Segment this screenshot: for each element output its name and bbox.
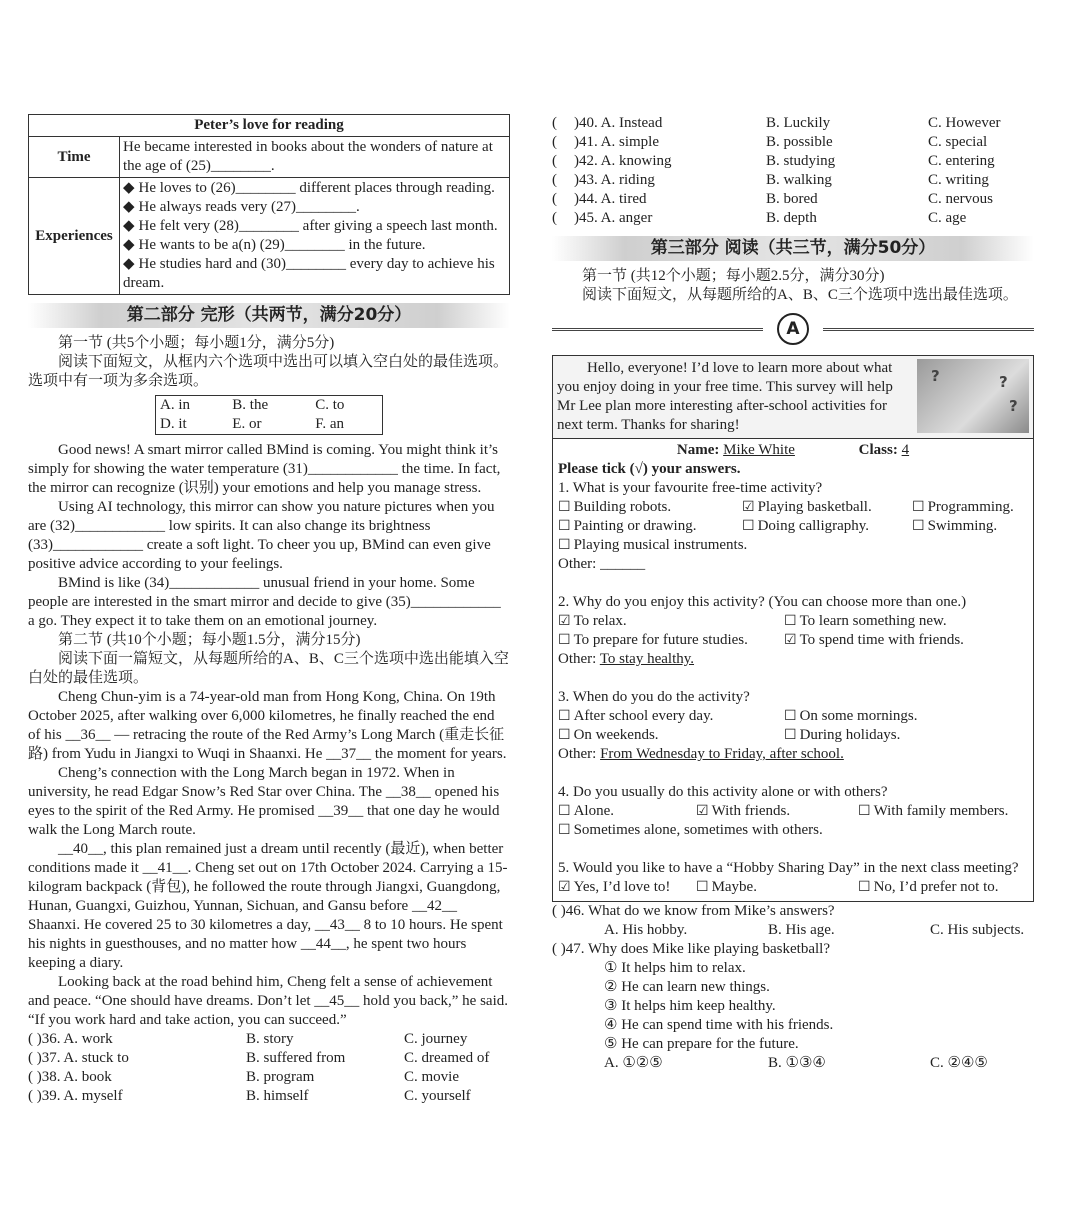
checkbox-option[interactable]: ☐ After school every day. [558,708,714,724]
paragraph: Looking back at the road behind him, Cheng felt a sense of achievement and peace. “One should have dreams. Don’t let __45__ hold you back,” he said. “If you work hard and take action, you can succeed.” [28,974,508,1028]
checkbox-option[interactable]: ☐ During holidays. [784,727,901,743]
time-text: He became interested in books about the wonders of nature at the age of (25)________. [120,137,510,178]
answer-option: A. His hobby. [604,922,688,938]
diamond-icon: ◆ [123,256,135,272]
other-field: Other: To stay healthy. [558,651,695,667]
question-row: ( )41. A. simple B. possible C. special [552,134,988,150]
list-item: ② He can learn new things. [604,979,770,995]
option: E. or [232,416,262,432]
section-divider [552,313,1034,345]
checkbox-option[interactable]: ☑ With friends. [696,803,791,819]
checked-box-icon: ☑ [558,613,571,629]
unchecked-box-icon: ☐ [742,518,755,534]
thinking-person-image: ? ? ? [917,359,1029,433]
unchecked-box-icon: ☐ [558,537,571,553]
answer-option: C. ②④⑤ [930,1055,988,1071]
survey-intro [553,356,1033,439]
question-46: ( )46. What do we know from Mike’s answers? [552,903,835,919]
paragraph: BMind is like (34)____________ unusual friend in your home. Some people are interested in the smart mirror and decide to give (35)____________ a go. They expect it to take them on an emotional journey. [28,575,501,629]
time-label: Time [29,137,120,178]
table-title: Peter’s love for reading [29,115,510,137]
left-column [28,114,510,1106]
section-letter: A [777,313,809,345]
answer-option: C. His subjects. [930,922,1025,938]
answer-option: B. His age. [768,922,835,938]
checkbox-option[interactable]: ☐ To prepare for future studies. [558,632,748,648]
question-text: 5. Would you like to have a “Hobby Sharing Day” in the next class meeting? [558,860,1019,876]
name-value: Mike White [723,442,795,458]
checkbox-option[interactable]: ☐ On some mornings. [784,708,918,724]
section-instruction: 阅读下面短文，从每题所给的A、B、C三个选项中选出最佳选项。 [582,287,1018,303]
unchecked-box-icon: ☐ [784,613,797,629]
experiences-list [120,178,510,295]
unchecked-box-icon: ☐ [558,499,571,515]
checkbox-option[interactable]: ☐ On weekends. [558,727,659,743]
diamond-icon: ◆ [123,180,135,196]
question-row: ( )42. A. knowing B. studying C. entering [552,153,995,169]
unchecked-box-icon: ☐ [558,822,571,838]
list-item: ◆ He wants to be a(n) (29)________ in the future. [123,237,426,253]
unchecked-box-icon: ☐ [912,518,925,534]
unchecked-box-icon: ☐ [558,708,571,724]
question-row: ( )38. A. book B. program C. movie [28,1069,459,1085]
experiences-label: Experiences [29,178,120,295]
list-item: ◆ He felt very (28)________ after giving a speech last month. [123,218,498,234]
unchecked-box-icon: ☐ [858,803,871,819]
question-text: 3. When do you do the activity? [558,689,750,705]
unchecked-box-icon: ☐ [558,518,571,534]
question-row: ( )44. A. tired B. bored C. nervous [552,191,993,207]
part3-banner: 第三部分 阅读（共三节，满分50分） [552,236,1034,261]
class-value: 4 [901,442,910,458]
list-item: ⑤ He can prepare for the future. [604,1036,799,1052]
survey-box [552,355,1034,902]
list-item: ③ It helps him keep healthy. [604,998,776,1014]
divider-line [823,328,1034,331]
list-item: ◆ He always reads very (27)________. [123,199,360,215]
checkbox-option[interactable]: ☐ Painting or drawing. [558,518,697,534]
option: D. it [160,416,187,432]
right-column [552,114,1034,1073]
paragraph: __40__, this plan remained just a dream until recently (最近), when better conditions made it __41__. Cheng set out on 17th October 2024. Carrying a 15-kilogram backpack (背包), he followed the route through Jiangxi, Guangdong, Hunan, Guangxi, Guizhou, Yunnan, Sichuan, and Gansu before __42__ Shaanxi. He covered 25 to 30 kilometres a day, __43__ 8 to 10 hours. He spent his nights in guesthouses, and no matter how __44__, he spent two hours keeping a diary. [28,841,508,971]
question-text: 1. What is your favourite free-time activity? [558,480,823,496]
list-item: ① It helps him to relax. [604,960,746,976]
option: B. the [232,397,269,413]
checkbox-option[interactable]: ☐ Alone. [558,803,614,819]
checkbox-option[interactable]: ☐ Building robots. [558,499,672,515]
question-row: ( )39. A. myself B. himself C. yourself [28,1088,471,1104]
checkbox-option[interactable]: ☑ Yes, I’d love to! [558,879,671,895]
section-heading: 第一节 (共12个小题；每小题2.5分，满分30分) [582,268,885,284]
diamond-icon: ◆ [123,199,135,215]
question-row: ( )43. A. riding B. walking C. writing [552,172,989,188]
checked-box-icon: ☑ [742,499,755,515]
section-heading: 第一节 (共5个小题；每小题1分，满分5分) [58,335,335,351]
unchecked-box-icon: ☐ [784,727,797,743]
unchecked-box-icon: ☐ [912,499,925,515]
checked-box-icon: ☑ [696,803,709,819]
paragraph: Using AI technology, this mirror can show you nature pictures when you are (32)____________ low spirits. It can also change its brightness (33)____________ create a soft light. To cheer you up, BMind can even give positive advice according to your feelings. [28,499,495,572]
question-text: 2. Why do you enjoy this activity? (You can choose more than one.) [558,594,967,610]
question-row: ( )45. A. anger B. depth C. age [552,210,967,226]
question-47: ( )47. Why does Mike like playing basketball? [552,941,830,957]
question-row: ( )36. A. work B. story C. journey [28,1031,468,1047]
checkbox-option[interactable]: ☐ Swimming. [912,518,998,534]
paragraph: Good news! A smart mirror called BMind is coming. You might think it’s simply for showing the water temperature (31)____________ the time. In fact, the mirror can recognize (识别) your emotions and help you manage stress. [28,442,501,496]
section-instruction: 阅读下面一篇短文，从每题所给的A、B、C三个选项中选出能填入空白处的最佳选项。 [28,651,509,686]
other-field: Other: From Wednesday to Friday, after school. [558,746,844,762]
name-class-row: Name: Mike White Class: 4 [676,442,910,458]
answer-option: B. ①③④ [768,1055,826,1071]
survey-body [553,439,1033,901]
unchecked-box-icon: ☐ [558,632,571,648]
checkbox-option[interactable]: ☐ Programming. [912,499,1014,515]
question-text: 4. Do you usually do this activity alone or with others? [558,784,888,800]
checkbox-option[interactable]: ☑ Playing basketball. [742,499,872,515]
intro-text: Hello, everyone! I’d love to learn more about what you enjoy doing in your free time. This survey will help Mr Lee plan more interesting after-school activities for next term. Thanks for sharing! [557,360,893,433]
diamond-icon: ◆ [123,218,135,234]
section-heading: 第二节 (共10个小题；每小题1.5分，满分15分) [58,632,361,648]
unchecked-box-icon: ☐ [696,879,709,895]
other-field: Other: ______ [558,556,646,572]
checkbox-option[interactable]: ☐ With family members. [858,803,1009,819]
tick-instruction: Please tick (√) your answers. [558,461,741,477]
reading-table [28,114,510,295]
options-box [155,395,383,435]
checkbox-option[interactable]: ☐ To learn something new. [784,613,947,629]
question-row: ( )37. A. stuck to B. suffered from C. dreamed of [28,1050,490,1066]
checkbox-option[interactable]: ☐ Doing calligraphy. [742,518,870,534]
divider-line [552,328,763,331]
statement-list [552,959,1034,1054]
paragraph: Cheng Chun-yim is a 74-year-old man from Hong Kong, China. On 19th October 2025, after walking over 6,000 kilometres, he finally reached the end of his __36__ — retracing the route of the Red Army’s Long March (重走长征路) from Yudu in Jiangxi to Wuqi in Shaanxi. He __37__ the moment for years. [28,689,507,762]
unchecked-box-icon: ☐ [784,708,797,724]
list-item: ④ He can spend time with his friends. [604,1017,834,1033]
checkbox-option[interactable]: ☐ Sometimes alone, sometimes with others. [558,822,823,838]
option: C. to [315,397,345,413]
checkbox-option[interactable]: ☐ Playing musical instruments. [558,537,748,553]
list-item: ◆ He studies hard and (30)________ every day to achieve his dream. [123,256,495,291]
unchecked-box-icon: ☐ [558,727,571,743]
checkbox-option[interactable]: ☑ To spend time with friends. [784,632,964,648]
checkbox-option[interactable]: ☐ No, I’d prefer not to. [858,879,999,895]
option: F. an [315,416,345,432]
option: A. in [160,397,190,413]
checkbox-option[interactable]: ☐ Maybe. [696,879,757,895]
diamond-icon: ◆ [123,237,135,253]
checkbox-option[interactable]: ☑ To relax. [558,613,627,629]
checked-box-icon: ☑ [784,632,797,648]
question-row: ( )40. A. Instead B. Luckily C. However [552,115,1001,131]
unchecked-box-icon: ☐ [858,879,871,895]
part2-banner: 第二部分 完形（共两节，满分20分） [28,303,510,328]
answer-option: A. ①②⑤ [604,1055,663,1071]
checked-box-icon: ☑ [558,879,571,895]
unchecked-box-icon: ☐ [558,803,571,819]
list-item: ◆ He loves to (26)________ different places through reading. [123,180,495,196]
section-instruction: 阅读下面短文，从框内六个选项中选出可以填入空白处的最佳选项。选项中有一项为多余选项。 [28,354,509,389]
paragraph: Cheng’s connection with the Long March began in 1972. When in university, he read Edgar Snow’s Red Star over China. The __38__ opened his eyes to the spirit of the Red Army. He promised __39__ that one day he would walk the Long March route. [28,765,500,838]
